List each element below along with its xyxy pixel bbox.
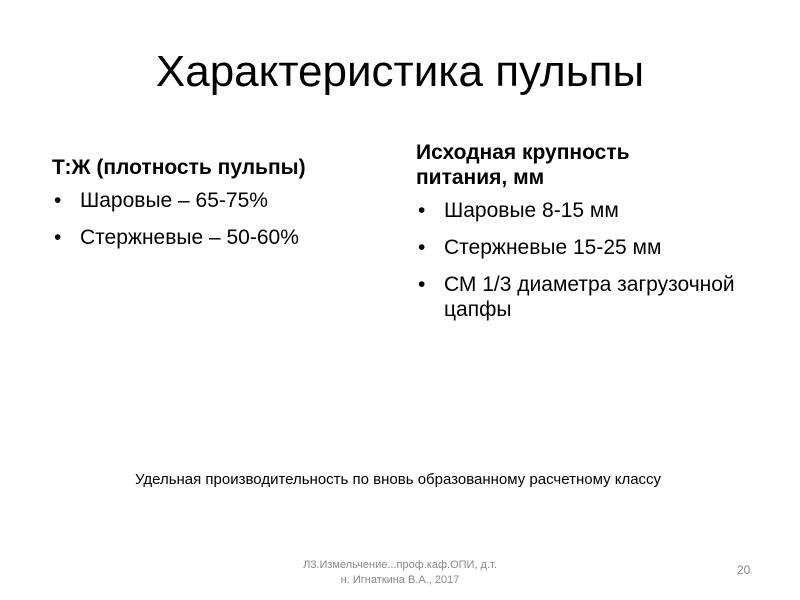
slide-footer [250,558,550,588]
bullet-icon: • [418,273,426,296]
footer-line-1: Л3.Измельчение...проф.каф.ОПИ, д.т. [303,559,497,571]
feed-size-heading [416,140,776,190]
list-item-text: Шаровые 8-15 мм [444,199,619,222]
slide-title: Характеристика пульпы [155,47,645,96]
pulp-density-heading: Т:Ж (плотность пульпы) [52,156,306,179]
list-item [416,198,776,223]
feed-size-list [416,198,776,322]
page-number: 20 [737,563,751,577]
list-item-text: СМ 1/3 диаметра загрузочной цапфы [444,273,735,321]
list-item [52,188,392,213]
list-item-text: Шаровые – 65-75% [80,189,268,212]
list-item-text: Стержневые 15-25 мм [444,236,662,259]
feed-size-heading-line-2: питания, мм [416,166,545,189]
pulp-density-column [52,155,392,262]
feed-size-heading-line-1: Исходная крупность [416,141,630,164]
pulp-density-list [52,188,392,250]
list-item [416,272,776,322]
bullet-icon: • [418,199,426,222]
list-item-text: Стержневые – 50-60% [80,226,299,249]
specific-capacity-note: Удельная производительность по вновь образованному расчетному классу [135,471,662,488]
list-item [52,225,392,250]
list-item [416,235,776,260]
bullet-icon: • [54,226,62,249]
bullet-icon: • [418,236,426,259]
footer-line-2: н. Игнаткина В.А., 2017 [340,574,460,586]
bullet-icon: • [54,189,62,212]
feed-size-column [416,140,776,334]
